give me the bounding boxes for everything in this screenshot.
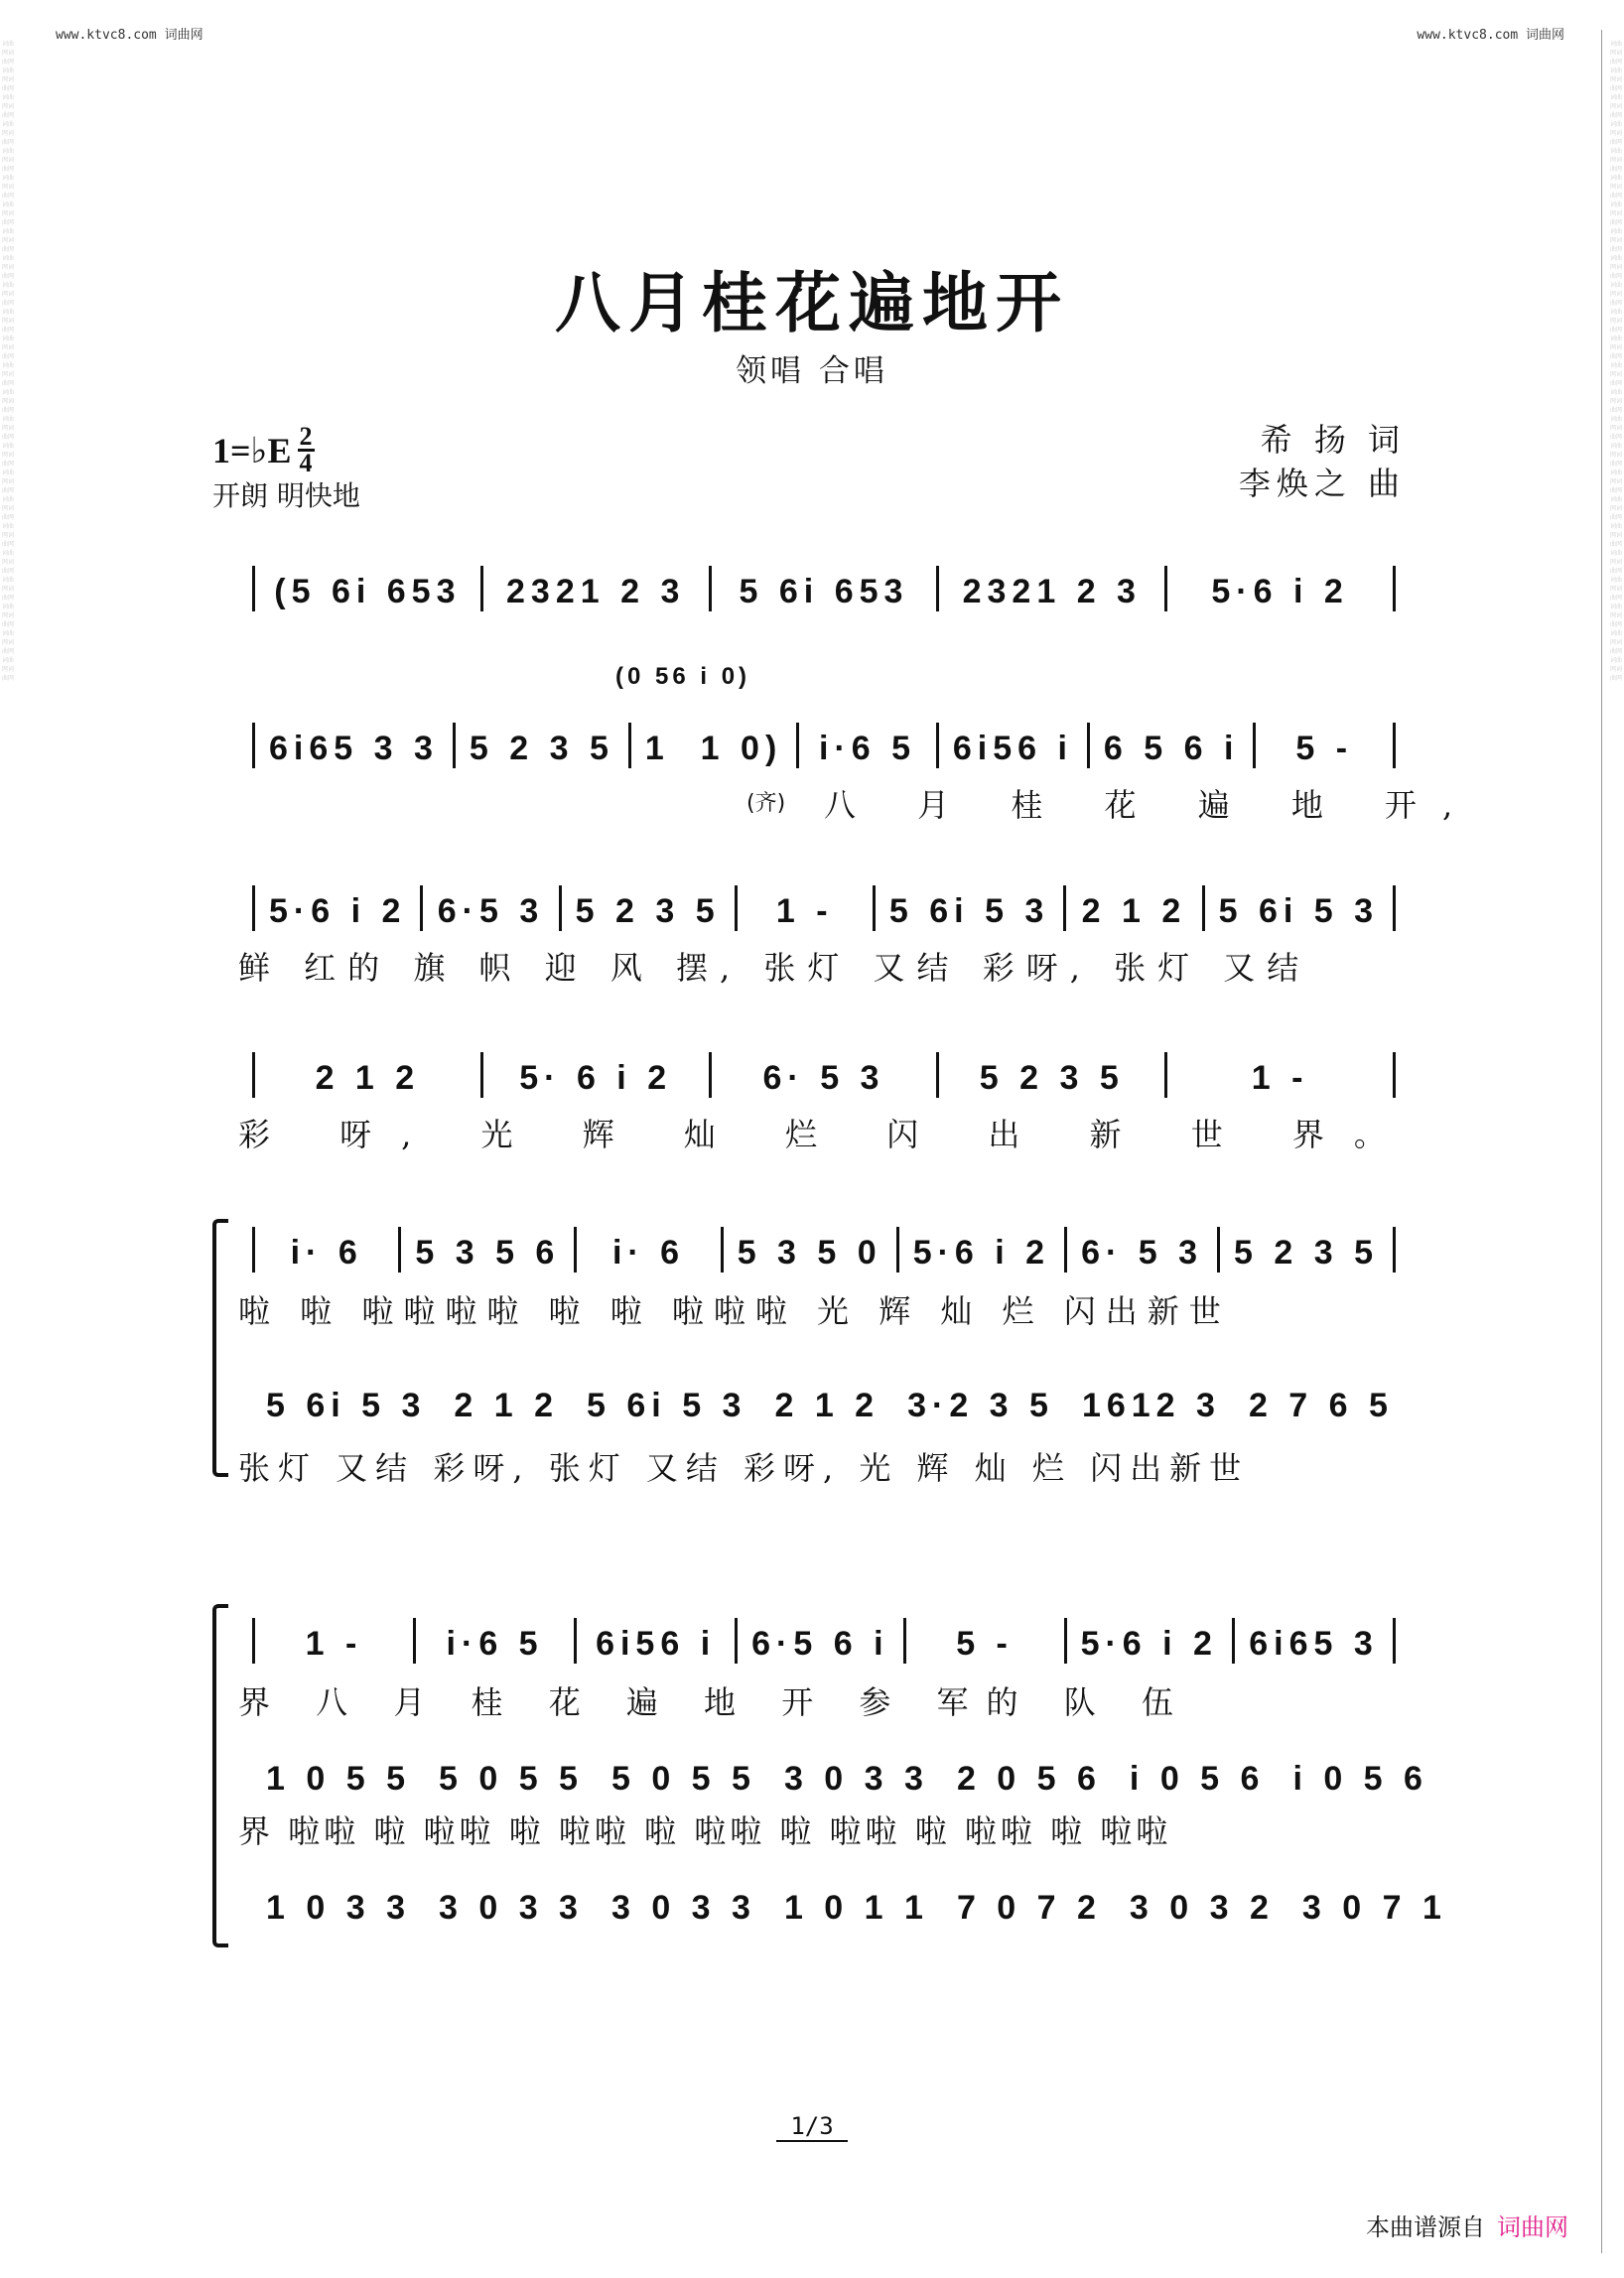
parenthetical-notes: (0 56 i 0) <box>615 663 751 690</box>
measure: 2 1 2 <box>315 1059 421 1097</box>
measure: 1 0 1 1 <box>783 1889 929 1927</box>
measure: 2321 2 3 <box>506 573 686 610</box>
measure: 5 2 3 5 <box>979 1059 1125 1097</box>
system-1-voice-2-lyric: 张灯 又结 彩呀, 张灯 又结 彩呀, 光 辉 灿 烂 闪出新世 <box>238 1449 1250 1487</box>
barline <box>413 1618 416 1664</box>
barline <box>1393 1618 1396 1664</box>
measure: 5 6i 5 3 <box>888 892 1050 930</box>
barline <box>420 885 423 931</box>
barline <box>1393 885 1396 931</box>
barline <box>1393 1052 1396 1098</box>
watermark-right: www.ktvc8.com 词曲网 <box>1417 28 1564 43</box>
unison-marker: (齐) <box>746 791 786 816</box>
barline <box>936 1052 939 1098</box>
song-subtitle: 领唱 合唱 <box>736 353 888 389</box>
system-brace-1 <box>212 1219 228 1477</box>
barline <box>398 1227 401 1273</box>
barline <box>252 1618 255 1664</box>
barline <box>628 723 631 768</box>
barline <box>1164 566 1167 611</box>
measure: i 0 5 6 <box>1292 1760 1428 1798</box>
measure: 5·6 i 2 <box>1211 573 1349 610</box>
measure: 1 0 3 3 <box>266 1889 411 1927</box>
measure: 1 - <box>775 892 834 930</box>
side-watermark-left: 词曲网词曲网词曲网词曲网词曲网词曲网词曲网词曲网词曲网词曲网词曲网词曲网词曲网词曲网词曲网词曲网词曲网词曲网词曲网词曲网词曲网词曲网词曲网词曲网词曲网词曲网词曲网词曲网词曲网词曲网词曲网词曲网词曲网词曲网词曲网词曲网词曲网词曲网词曲网词曲网词曲网词曲网词曲网词曲网词曲网词曲网词曲网词曲网 <box>2 41 14 682</box>
measure: 3 0 3 3 <box>610 1889 756 1927</box>
measure: 2 7 6 5 <box>1248 1387 1394 1424</box>
measure: 3 0 7 1 <box>1301 1889 1447 1927</box>
barline <box>903 1618 906 1664</box>
barline <box>709 566 712 611</box>
barline <box>252 885 255 931</box>
measure: 6· 5 3 <box>762 1059 885 1097</box>
barline <box>1064 1618 1067 1664</box>
barline <box>252 1052 255 1098</box>
barline <box>1063 885 1066 931</box>
time-top: 2 <box>299 422 313 451</box>
barline <box>480 566 483 611</box>
measure: 5·6 i 2 <box>269 892 407 930</box>
system-1-voice-1-lyric: 啦 啦 啦啦啦啦 啦 啦 啦啦啦 光 辉 灿 烂 闪出新世 <box>238 1292 1231 1330</box>
composer-credit: 李焕之 曲 <box>1238 465 1406 502</box>
barline <box>1253 723 1256 768</box>
measure: 3 0 3 2 <box>1129 1889 1275 1927</box>
measure: 5 2 3 5 <box>1234 1234 1380 1272</box>
page-number <box>0 2112 1624 2140</box>
barline <box>1164 1052 1167 1098</box>
barline <box>252 566 255 611</box>
footer-source <box>1366 2208 1568 2242</box>
measure: 5 6i 5 3 <box>266 1387 427 1424</box>
score-row-1 <box>238 566 1410 611</box>
barline <box>1393 1227 1396 1273</box>
system-2-voice-1-lyric: 界 八 月 桂 花 遍 地 开 参 军的 队 伍 <box>238 1683 1191 1721</box>
barline <box>1232 1618 1235 1664</box>
score-row-2 <box>238 723 1410 768</box>
measure: 6i56 i <box>952 730 1073 767</box>
barline <box>453 723 456 768</box>
measure: i· 6 <box>611 1234 686 1272</box>
watermark-left: www.ktvc8.com 词曲网 <box>56 28 203 43</box>
measure: 3·2 3 5 <box>907 1387 1054 1424</box>
measure: 6· 5 3 <box>1081 1234 1204 1272</box>
tempo-marking: 开朗 明快地 <box>212 479 360 512</box>
barline <box>1393 566 1396 611</box>
barline <box>1064 1227 1067 1273</box>
measure: i· 6 <box>290 1234 363 1272</box>
measure: 6·5 3 <box>437 892 545 930</box>
system-2-voice-1 <box>238 1618 1410 1664</box>
barline <box>896 1227 899 1273</box>
lyric-row-4: 彩 呀, 光 辉 灿 烂 闪 出 新 世 界。 <box>238 1116 1416 1153</box>
measure: 5 6i 653 <box>739 573 909 610</box>
measure: 5 6i 5 3 <box>587 1387 747 1424</box>
key-prefix: 1=♭E <box>212 430 292 470</box>
barline <box>1393 723 1396 768</box>
barline <box>252 1227 255 1273</box>
measure: 5 0 5 5 <box>438 1760 584 1798</box>
barline <box>721 1227 724 1273</box>
barline <box>1087 723 1090 768</box>
system-2-voice-2 <box>238 1753 1428 1799</box>
footer-label: 本曲谱源自 <box>1366 2213 1485 2241</box>
barline <box>574 1618 577 1664</box>
system-2-voice-3 <box>238 1882 1447 1928</box>
barline <box>709 1052 712 1098</box>
measure: 3 0 3 3 <box>438 1889 584 1927</box>
song-title: 八月桂花遍地开 <box>555 264 1069 341</box>
measure: 5 3 5 0 <box>737 1234 882 1272</box>
barline <box>559 885 562 931</box>
measure: 2 1 2 <box>1081 892 1187 930</box>
time-bottom: 4 <box>299 449 313 477</box>
barline <box>1217 1227 1220 1273</box>
barline <box>735 885 738 931</box>
measure: 5 0 5 5 <box>610 1760 756 1798</box>
measure: 6 5 6 i <box>1103 730 1240 767</box>
system-1-voice-1 <box>238 1227 1410 1273</box>
barline <box>796 723 799 768</box>
measure: 6i65 3 <box>1249 1625 1379 1663</box>
measure: i·6 5 <box>446 1625 544 1663</box>
side-watermark-right: 词曲网词曲网词曲网词曲网词曲网词曲网词曲网词曲网词曲网词曲网词曲网词曲网词曲网词曲网词曲网词曲网词曲网词曲网词曲网词曲网词曲网词曲网词曲网词曲网词曲网词曲网词曲网词曲网词曲网词曲网词曲网词曲网词曲网词曲网词曲网词曲网词曲网词曲网词曲网词曲网词曲网词曲网词曲网词曲网词曲网词曲网词曲网词曲网 <box>1610 41 1622 682</box>
barline <box>1202 885 1205 931</box>
footer-brand[interactable]: 词曲网 <box>1497 2213 1568 2241</box>
system-2-voice-2-lyric: 界 啦啦 啦 啦啦 啦 啦啦 啦 啦啦 啦 啦啦 啦 啦啦 啦 啦啦 <box>238 1812 1172 1850</box>
measure: 6·5 6 i <box>751 1625 889 1663</box>
measure: 5·6 i 2 <box>912 1234 1051 1272</box>
score-row-3 <box>238 885 1410 931</box>
measure: 2 1 2 <box>454 1387 560 1424</box>
measure: 1 0 5 5 <box>266 1760 411 1798</box>
measure: (5 6i 653 <box>274 573 462 610</box>
measure: 5 - <box>1295 730 1354 767</box>
lyric-row-3: 鲜 红的 旗 帜 迎 风 摆, 张灯 又结 彩呀, 张灯 又结 <box>238 949 1311 987</box>
measure: 5 2 3 5 <box>469 730 614 767</box>
measure: 5·6 i 2 <box>1080 1625 1218 1663</box>
measure: 5 - <box>956 1625 1014 1663</box>
measure: 6i65 3 3 <box>269 730 439 767</box>
measure: 1 - <box>1251 1059 1309 1097</box>
barline <box>480 1052 483 1098</box>
barline <box>936 723 939 768</box>
barline <box>936 566 939 611</box>
measure: 5· 6 i 2 <box>519 1059 673 1097</box>
measure: 5 6i 5 3 <box>1218 892 1380 930</box>
key-signature <box>212 422 315 477</box>
measure: 1 - <box>305 1625 363 1663</box>
barline <box>873 885 876 931</box>
score-row-4 <box>238 1052 1410 1098</box>
measure: 5 2 3 5 <box>575 892 721 930</box>
measure: i 0 5 6 <box>1129 1760 1266 1798</box>
barline <box>252 723 255 768</box>
measure: 2 0 5 6 <box>956 1760 1102 1798</box>
system-brace-2 <box>212 1604 228 1947</box>
measure: 6i56 i <box>596 1625 717 1663</box>
measure: 3 0 3 3 <box>783 1760 929 1798</box>
barline <box>735 1618 738 1664</box>
measure: 1 1 0) <box>644 730 783 767</box>
barline <box>574 1227 577 1273</box>
lyricist-credit: 希 扬 词 <box>1260 421 1406 459</box>
page-number-text: 1/3 <box>776 2112 847 2142</box>
lyric-row-2: 八 月 桂 花 遍 地 开, <box>824 786 1479 824</box>
system-1-voice-2 <box>238 1380 1410 1425</box>
measure: 5 3 5 6 <box>415 1234 561 1272</box>
measure: i·6 5 <box>819 730 917 767</box>
time-signature <box>298 422 315 477</box>
measure: 2 1 2 <box>774 1387 880 1424</box>
measure: 1612 3 <box>1081 1387 1221 1424</box>
measure: 2321 2 3 <box>962 573 1142 610</box>
measure: 7 0 7 2 <box>956 1889 1102 1927</box>
